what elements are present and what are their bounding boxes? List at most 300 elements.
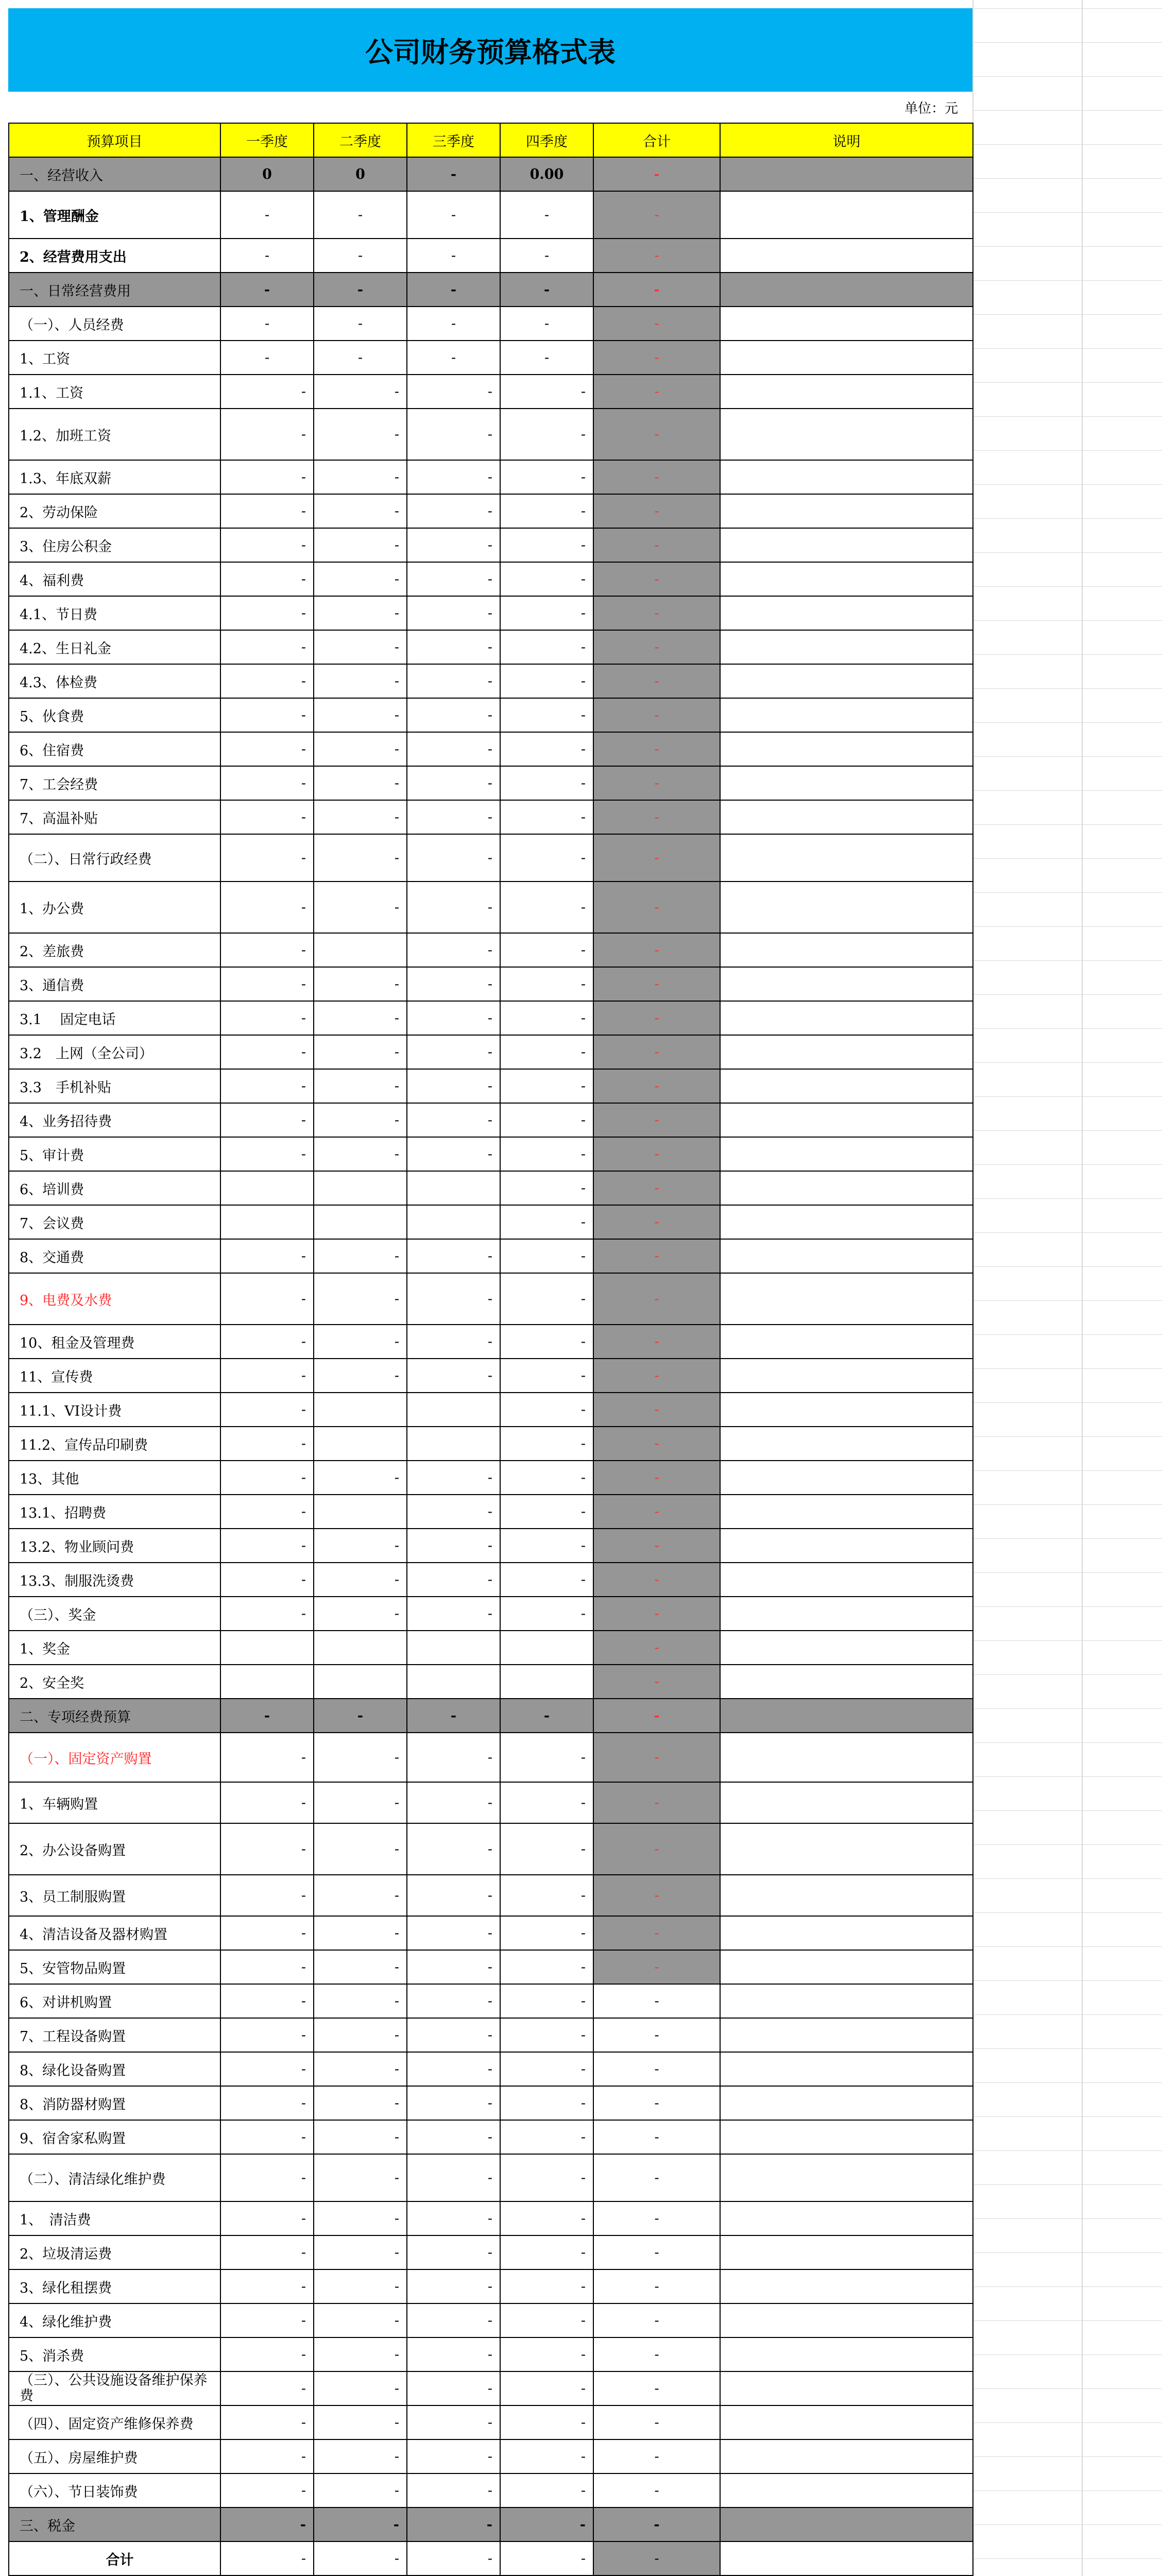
row-label[interactable]: 7、工程设备购置 (9, 2018, 220, 2052)
cell-q1[interactable]: - (220, 1325, 314, 1359)
cell-total[interactable]: - (593, 1495, 720, 1529)
cell-q4[interactable]: - (500, 409, 593, 460)
cell-note[interactable] (720, 2120, 973, 2154)
cell-q2[interactable]: - (314, 2201, 407, 2235)
cell-q4[interactable]: - (500, 2201, 593, 2235)
cell-note[interactable] (720, 1103, 973, 1137)
row-label[interactable]: 2、经营费用支出 (9, 239, 220, 273)
cell-q1[interactable]: - (220, 2439, 314, 2473)
row-label[interactable]: 2、办公设备购置 (9, 1823, 220, 1875)
row-label[interactable]: 1.3、年底双薪 (9, 460, 220, 494)
cell-q1[interactable]: - (220, 698, 314, 732)
cell-q1[interactable]: - (220, 1001, 314, 1035)
cell-q3[interactable]: - (407, 528, 500, 562)
cell-q2[interactable]: - (314, 1273, 407, 1325)
cell-q3[interactable]: - (407, 1597, 500, 1631)
cell-q3[interactable]: - (407, 882, 500, 933)
cell-q1[interactable]: - (220, 2235, 314, 2269)
cell-q3[interactable]: - (407, 1733, 500, 1782)
cell-total[interactable]: - (593, 1875, 720, 1916)
cell-q2[interactable] (314, 933, 407, 967)
cell-q1[interactable]: - (220, 766, 314, 800)
cell-q4[interactable]: - (500, 1875, 593, 1916)
cell-note[interactable] (720, 800, 973, 834)
row-label[interactable]: 4、绿化维护费 (9, 2303, 220, 2337)
cell-total[interactable]: - (593, 882, 720, 933)
cell-note[interactable] (720, 2337, 973, 2371)
cell-q4[interactable] (500, 1665, 593, 1699)
cell-note[interactable] (720, 494, 973, 528)
cell-q4[interactable]: - (500, 2473, 593, 2507)
cell-q3[interactable] (407, 1205, 500, 1239)
cell-q4[interactable]: - (500, 2120, 593, 2154)
row-label[interactable]: 5、伙食费 (9, 698, 220, 732)
cell-q4[interactable]: 0.00 (500, 157, 593, 191)
row-label[interactable]: 13.2、物业顾问费 (9, 1529, 220, 1563)
cell-q3[interactable]: - (407, 273, 500, 307)
cell-note[interactable] (720, 460, 973, 494)
cell-q2[interactable] (314, 1495, 407, 1529)
cell-q3[interactable]: - (407, 1461, 500, 1495)
cell-q2[interactable]: - (314, 2269, 407, 2303)
cell-q3[interactable]: - (407, 1699, 500, 1733)
cell-note[interactable] (720, 409, 973, 460)
row-label[interactable]: 4.3、体检费 (9, 664, 220, 698)
cell-q3[interactable] (407, 1393, 500, 1427)
cell-note[interactable] (720, 1699, 973, 1733)
cell-q4[interactable]: - (500, 2086, 593, 2120)
cell-q3[interactable]: - (407, 1001, 500, 1035)
cell-q1[interactable]: - (220, 1733, 314, 1782)
row-label[interactable]: 1、 清洁费 (9, 2201, 220, 2235)
cell-q3[interactable]: - (407, 933, 500, 967)
row-label[interactable]: 4、福利费 (9, 562, 220, 596)
cell-note[interactable] (720, 2303, 973, 2337)
cell-q4[interactable]: - (500, 1782, 593, 1823)
cell-q4[interactable]: - (500, 1393, 593, 1427)
cell-total[interactable]: - (593, 1461, 720, 1495)
cell-q4[interactable]: - (500, 1325, 593, 1359)
cell-total[interactable]: - (593, 1631, 720, 1665)
cell-q2[interactable]: - (314, 1529, 407, 1563)
cell-total[interactable]: - (593, 2337, 720, 2371)
row-label[interactable]: 11.1、VI设计费 (9, 1393, 220, 1427)
cell-q3[interactable]: - (407, 2541, 500, 2575)
cell-q1[interactable]: - (220, 2303, 314, 2337)
cell-q2[interactable] (314, 1665, 407, 1699)
cell-note[interactable] (720, 1916, 973, 1950)
row-label[interactable]: 3、通信费 (9, 967, 220, 1001)
cell-note[interactable] (720, 2154, 973, 2201)
cell-q4[interactable]: - (500, 2405, 593, 2439)
cell-q2[interactable]: - (314, 375, 407, 409)
cell-total[interactable]: - (593, 2086, 720, 2120)
cell-q1[interactable]: - (220, 1916, 314, 1950)
row-label[interactable]: 1、工资 (9, 341, 220, 375)
cell-q1[interactable]: - (220, 630, 314, 664)
cell-note[interactable] (720, 157, 973, 191)
cell-q1[interactable]: - (220, 2086, 314, 2120)
cell-q4[interactable]: - (500, 1427, 593, 1461)
cell-q4[interactable]: - (500, 1699, 593, 1733)
cell-q2[interactable]: - (314, 2052, 407, 2086)
cell-q1[interactable]: - (220, 2269, 314, 2303)
cell-total[interactable]: - (593, 1984, 720, 2018)
cell-note[interactable] (720, 191, 973, 239)
cell-q4[interactable]: - (500, 1171, 593, 1205)
row-label[interactable]: 1.1、工资 (9, 375, 220, 409)
cell-q1[interactable]: - (220, 1359, 314, 1393)
cell-q2[interactable]: - (314, 1950, 407, 1984)
cell-q4[interactable]: - (500, 732, 593, 766)
row-label[interactable]: 9、电费及水费 (9, 1273, 220, 1325)
cell-q4[interactable]: - (500, 1205, 593, 1239)
cell-note[interactable] (720, 933, 973, 967)
cell-q3[interactable]: - (407, 341, 500, 375)
cell-note[interactable] (720, 307, 973, 341)
cell-total[interactable]: - (593, 1171, 720, 1205)
row-label[interactable]: 7、会议费 (9, 1205, 220, 1239)
cell-total[interactable]: - (593, 800, 720, 834)
cell-total[interactable]: - (593, 1359, 720, 1393)
cell-q2[interactable]: - (314, 2439, 407, 2473)
cell-q1[interactable]: - (220, 834, 314, 882)
cell-note[interactable] (720, 2086, 973, 2120)
cell-q4[interactable]: - (500, 1495, 593, 1529)
cell-q4[interactable]: - (500, 834, 593, 882)
cell-total[interactable]: - (593, 630, 720, 664)
cell-total[interactable]: - (593, 834, 720, 882)
row-label[interactable]: 5、审计费 (9, 1137, 220, 1171)
cell-note[interactable] (720, 1875, 973, 1916)
cell-q1[interactable]: - (220, 1239, 314, 1273)
cell-q4[interactable]: - (500, 698, 593, 732)
cell-q1[interactable]: - (220, 1875, 314, 1916)
cell-note[interactable] (720, 1273, 973, 1325)
cell-q1[interactable]: - (220, 1563, 314, 1597)
row-label[interactable]: 3、绿化租摆费 (9, 2269, 220, 2303)
cell-q3[interactable]: - (407, 375, 500, 409)
cell-q4[interactable]: - (500, 239, 593, 273)
cell-note[interactable] (720, 2405, 973, 2439)
cell-q1[interactable]: - (220, 2473, 314, 2507)
cell-q1[interactable]: - (220, 1495, 314, 1529)
cell-total[interactable]: - (593, 1069, 720, 1103)
cell-q4[interactable]: - (500, 1103, 593, 1137)
cell-q2[interactable]: - (314, 2371, 407, 2405)
cell-q2[interactable]: - (314, 800, 407, 834)
cell-note[interactable] (720, 2052, 973, 2086)
cell-total[interactable]: - (593, 1782, 720, 1823)
cell-total[interactable]: - (593, 766, 720, 800)
cell-q3[interactable]: - (407, 1823, 500, 1875)
cell-q2[interactable]: - (314, 732, 407, 766)
cell-q1[interactable]: - (220, 1699, 314, 1733)
cell-q4[interactable]: - (500, 630, 593, 664)
cell-q4[interactable]: - (500, 1239, 593, 1273)
cell-total[interactable]: - (593, 2120, 720, 2154)
cell-total[interactable]: - (593, 2541, 720, 2575)
cell-q3[interactable]: - (407, 1950, 500, 1984)
cell-total[interactable]: - (593, 1916, 720, 1950)
cell-q4[interactable]: - (500, 1359, 593, 1393)
cell-note[interactable] (720, 528, 973, 562)
row-label[interactable]: 13.1、招聘费 (9, 1495, 220, 1529)
cell-q1[interactable]: - (220, 2018, 314, 2052)
cell-q1[interactable]: - (220, 2541, 314, 2575)
cell-q2[interactable]: - (314, 630, 407, 664)
cell-q2[interactable]: - (314, 2303, 407, 2337)
row-label[interactable]: 10、租金及管理费 (9, 1325, 220, 1359)
row-label[interactable]: 1、办公费 (9, 882, 220, 933)
cell-note[interactable] (720, 630, 973, 664)
cell-q4[interactable]: - (500, 191, 593, 239)
cell-note[interactable] (720, 1563, 973, 1597)
cell-q3[interactable]: - (407, 1325, 500, 1359)
cell-q1[interactable]: - (220, 2371, 314, 2405)
cell-total[interactable]: - (593, 664, 720, 698)
cell-q2[interactable]: - (314, 191, 407, 239)
cell-q4[interactable]: - (500, 1597, 593, 1631)
cell-note[interactable] (720, 2507, 973, 2541)
cell-q3[interactable]: - (407, 2507, 500, 2541)
cell-note[interactable] (720, 2235, 973, 2269)
header-q4[interactable]: 四季度 (500, 123, 593, 157)
cell-q3[interactable]: - (407, 2269, 500, 2303)
row-label[interactable]: 8、消防器材购置 (9, 2086, 220, 2120)
cell-note[interactable] (720, 596, 973, 630)
cell-total[interactable]: - (593, 967, 720, 1001)
cell-q1[interactable]: - (220, 562, 314, 596)
row-label[interactable]: 1、奖金 (9, 1631, 220, 1665)
cell-q4[interactable]: - (500, 1950, 593, 1984)
cell-q2[interactable] (314, 1427, 407, 1461)
row-label[interactable]: （六）、节日装饰费 (9, 2473, 220, 2507)
cell-q2[interactable]: - (314, 1563, 407, 1597)
cell-total[interactable]: - (593, 191, 720, 239)
cell-q3[interactable]: - (407, 664, 500, 698)
cell-note[interactable] (720, 562, 973, 596)
cell-total[interactable]: - (593, 1699, 720, 1733)
cell-total[interactable]: - (593, 2371, 720, 2405)
cell-q4[interactable]: - (500, 766, 593, 800)
cell-q2[interactable]: - (314, 273, 407, 307)
row-label[interactable]: （一）、人员经费 (9, 307, 220, 341)
cell-total[interactable]: - (593, 460, 720, 494)
cell-q2[interactable]: - (314, 1916, 407, 1950)
row-label[interactable]: （五）、房屋维护费 (9, 2439, 220, 2473)
cell-q2[interactable] (314, 1631, 407, 1665)
cell-q2[interactable]: - (314, 528, 407, 562)
cell-q4[interactable]: - (500, 1984, 593, 2018)
row-label[interactable]: 7、高温补贴 (9, 800, 220, 834)
row-label[interactable]: 6、对讲机购置 (9, 1984, 220, 2018)
cell-total[interactable]: - (593, 2235, 720, 2269)
cell-q2[interactable]: - (314, 698, 407, 732)
cell-q4[interactable]: - (500, 2371, 593, 2405)
row-label[interactable]: 2、安全奖 (9, 1665, 220, 1699)
cell-q2[interactable]: - (314, 664, 407, 698)
cell-note[interactable] (720, 1823, 973, 1875)
cell-q4[interactable]: - (500, 1137, 593, 1171)
cell-total[interactable]: - (593, 1393, 720, 1427)
cell-note[interactable] (720, 2201, 973, 2235)
cell-q3[interactable]: - (407, 1239, 500, 1273)
row-label[interactable]: 2、差旅费 (9, 933, 220, 967)
cell-total[interactable]: - (593, 1273, 720, 1325)
row-label[interactable]: 三、税金 (9, 2507, 220, 2541)
cell-note[interactable] (720, 2541, 973, 2575)
cell-q1[interactable]: - (220, 2154, 314, 2201)
cell-q3[interactable]: - (407, 800, 500, 834)
cell-q3[interactable]: - (407, 2018, 500, 2052)
cell-note[interactable] (720, 2018, 973, 2052)
cell-total[interactable]: - (593, 375, 720, 409)
cell-note[interactable] (720, 2371, 973, 2405)
cell-total[interactable]: - (593, 1529, 720, 1563)
row-label[interactable]: （四）、固定资产维修保养费 (9, 2405, 220, 2439)
cell-total[interactable]: - (593, 1427, 720, 1461)
cell-q2[interactable]: - (314, 494, 407, 528)
cell-total[interactable]: - (593, 341, 720, 375)
cell-q4[interactable]: - (500, 1733, 593, 1782)
cell-total[interactable]: - (593, 596, 720, 630)
cell-q1[interactable]: - (220, 1069, 314, 1103)
cell-note[interactable] (720, 341, 973, 375)
cell-q4[interactable]: - (500, 494, 593, 528)
cell-q2[interactable]: - (314, 1325, 407, 1359)
cell-total[interactable]: - (593, 2201, 720, 2235)
cell-q4[interactable]: - (500, 273, 593, 307)
cell-q4[interactable]: - (500, 2269, 593, 2303)
cell-q3[interactable]: - (407, 1563, 500, 1597)
header-item[interactable]: 预算项目 (9, 123, 220, 157)
cell-q4[interactable]: - (500, 2154, 593, 2201)
row-label[interactable]: 3、员工制服购置 (9, 1875, 220, 1916)
cell-q4[interactable]: - (500, 341, 593, 375)
cell-note[interactable] (720, 882, 973, 933)
cell-note[interactable] (720, 1325, 973, 1359)
cell-q2[interactable]: - (314, 2086, 407, 2120)
cell-q3[interactable]: - (407, 630, 500, 664)
cell-note[interactable] (720, 732, 973, 766)
cell-note[interactable] (720, 2473, 973, 2507)
cell-note[interactable] (720, 1733, 973, 1782)
cell-total[interactable]: - (593, 698, 720, 732)
cell-q1[interactable]: - (220, 882, 314, 933)
cell-q1[interactable]: 0 (220, 157, 314, 191)
cell-q1[interactable] (220, 1205, 314, 1239)
cell-q1[interactable]: - (220, 732, 314, 766)
cell-q1[interactable]: - (220, 273, 314, 307)
row-label[interactable]: 13.3、制服洗烫费 (9, 1563, 220, 1597)
cell-q4[interactable]: - (500, 664, 593, 698)
cell-q4[interactable]: - (500, 307, 593, 341)
cell-q2[interactable]: - (314, 307, 407, 341)
cell-q3[interactable]: - (407, 1782, 500, 1823)
cell-q2[interactable] (314, 1171, 407, 1205)
row-label[interactable]: 二、专项经费预算 (9, 1699, 220, 1733)
cell-q3[interactable]: - (407, 2371, 500, 2405)
cell-total[interactable]: - (593, 1239, 720, 1273)
cell-q3[interactable]: - (407, 2405, 500, 2439)
cell-q1[interactable]: - (220, 933, 314, 967)
cell-q3[interactable]: - (407, 1273, 500, 1325)
cell-q2[interactable]: - (314, 2120, 407, 2154)
row-label[interactable]: （二）、清洁绿化维护费 (9, 2154, 220, 2201)
cell-q2[interactable]: - (314, 1733, 407, 1782)
cell-q3[interactable] (407, 1427, 500, 1461)
cell-q1[interactable]: - (220, 375, 314, 409)
cell-q3[interactable]: - (407, 967, 500, 1001)
cell-q2[interactable]: - (314, 2405, 407, 2439)
cell-q3[interactable]: - (407, 1984, 500, 2018)
cell-note[interactable] (720, 1137, 973, 1171)
cell-q2[interactable]: - (314, 1035, 407, 1069)
cell-note[interactable] (720, 834, 973, 882)
cell-q2[interactable]: - (314, 1103, 407, 1137)
cell-q4[interactable]: - (500, 2303, 593, 2337)
cell-q2[interactable]: - (314, 967, 407, 1001)
cell-note[interactable] (720, 375, 973, 409)
cell-q4[interactable]: - (500, 2052, 593, 2086)
cell-q3[interactable]: - (407, 239, 500, 273)
row-label[interactable]: 6、培训费 (9, 1171, 220, 1205)
row-label[interactable]: 6、住宿费 (9, 732, 220, 766)
cell-q1[interactable]: - (220, 967, 314, 1001)
cell-q4[interactable] (500, 1631, 593, 1665)
row-label[interactable]: 3.1 固定电话 (9, 1001, 220, 1035)
cell-total[interactable]: - (593, 2507, 720, 2541)
cell-total[interactable]: - (593, 933, 720, 967)
cell-total[interactable]: - (593, 1597, 720, 1631)
cell-q4[interactable]: - (500, 2018, 593, 2052)
cell-q3[interactable]: - (407, 732, 500, 766)
cell-q2[interactable]: - (314, 1001, 407, 1035)
cell-q3[interactable]: - (407, 596, 500, 630)
cell-q4[interactable]: - (500, 2541, 593, 2575)
cell-q1[interactable]: - (220, 1137, 314, 1171)
cell-q1[interactable]: - (220, 664, 314, 698)
cell-total[interactable]: - (593, 528, 720, 562)
cell-q1[interactable]: - (220, 341, 314, 375)
cell-q1[interactable]: - (220, 1035, 314, 1069)
cell-q4[interactable]: - (500, 528, 593, 562)
cell-q4[interactable]: - (500, 1069, 593, 1103)
cell-q2[interactable]: - (314, 2473, 407, 2507)
cell-note[interactable] (720, 664, 973, 698)
cell-total[interactable]: - (593, 1325, 720, 1359)
cell-q1[interactable]: - (220, 2201, 314, 2235)
cell-total[interactable]: - (593, 1823, 720, 1875)
cell-q3[interactable]: - (407, 766, 500, 800)
row-label[interactable]: （三）、奖金 (9, 1597, 220, 1631)
row-label[interactable]: 8、绿化设备购置 (9, 2052, 220, 2086)
cell-q1[interactable]: - (220, 1461, 314, 1495)
cell-total[interactable]: - (593, 562, 720, 596)
cell-note[interactable] (720, 1782, 973, 1823)
cell-total[interactable]: - (593, 157, 720, 191)
cell-q1[interactable]: - (220, 2405, 314, 2439)
row-label[interactable]: 5、消杀费 (9, 2337, 220, 2371)
cell-q1[interactable]: - (220, 494, 314, 528)
cell-q3[interactable]: - (407, 460, 500, 494)
row-label[interactable]: 9、宿舍家私购置 (9, 2120, 220, 2154)
cell-total[interactable]: - (593, 409, 720, 460)
cell-q2[interactable]: - (314, 2541, 407, 2575)
cell-total[interactable]: - (593, 732, 720, 766)
cell-q2[interactable]: - (314, 1137, 407, 1171)
